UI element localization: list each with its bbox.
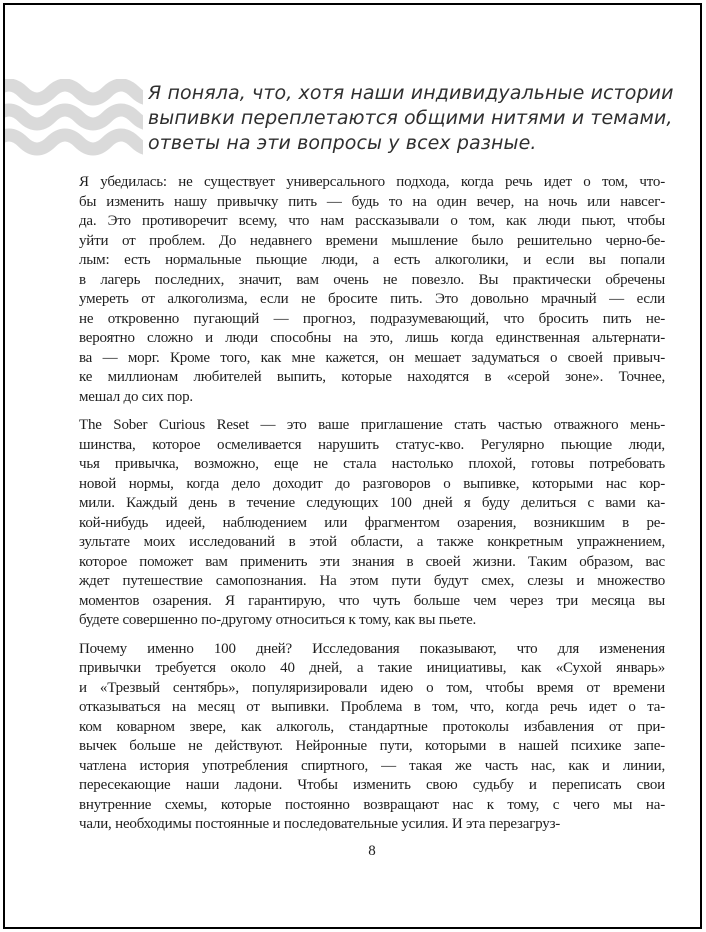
page-frame xyxy=(3,3,702,929)
text-line: и «Трезвый сентябрь», популяризировали идею о том, чтобы время от времени xyxy=(79,679,665,696)
text-line: вероятно сложно и люди способны на это, лишь когда единственная альтернати- xyxy=(79,330,665,346)
paragraph-3 xyxy=(79,640,665,835)
text-line: новой нормы, когда дело доходит до разговоров о выпивке, которыми нас кор- xyxy=(79,475,665,492)
text-line: выпивки переплетаются общими нитями и темами, xyxy=(148,107,673,129)
text-line: моментов озарения. Я гарантирую, что чуть больше чем через три месяца вы xyxy=(79,592,665,609)
text-line: чатлена история употребления спиртного, — такая же часть нас, как и линии, xyxy=(79,757,665,774)
text-line: чья привычка, возможно, еще не стала настолько плохой, готовы потребовать xyxy=(79,456,665,472)
text-line: ответы на эти вопросы у всех разные. xyxy=(148,132,537,154)
text-line: вычек больше не действуют. Нейронные пути, которыми в нашей психике запе- xyxy=(79,738,665,754)
text-line: привычки требуется около 40 дней, а такие инициативы, как «Сухой январь» xyxy=(79,660,665,676)
text-line: Я убедилась: не существует универсального подхода, когда речь идет о том, что- xyxy=(79,174,665,190)
text-line: мили. Каждый день в течение следующих 100 дней я буду делиться с вами ка- xyxy=(79,495,665,511)
text-line: лым: есть нормальные пьющие люди, а есть алкоголики, и если вы попали xyxy=(79,252,665,268)
text-line: Почему именно 100 дней? Исследования показывают, что для изменения xyxy=(79,640,665,657)
paragraph-2 xyxy=(79,416,665,631)
text-line: шинства, которое осмеливается нарушить статус-кво. Регулярно пьющие люди, xyxy=(79,436,665,453)
text-line: ке миллионам любителей выпить, которые находятся в «серой зоне». Точнее, xyxy=(79,369,665,385)
text-line: чали, необходимы постоянные и последовательные усилия. И эта перезагруз- xyxy=(79,816,561,832)
text-line: кой-нибудь идеей, наблюдением или фрагментом озарения, возникшим в ре- xyxy=(79,514,665,531)
text-line: пересекающие наши ладони. Чтобы изменить свою судьбу и переписать свои xyxy=(79,777,665,793)
epigraph xyxy=(148,81,674,156)
body-text xyxy=(79,173,665,835)
text-line: будете совершенно по-другому относиться к тому, как вы пьете. xyxy=(79,612,477,628)
text-line: уйти от проблем. До недавнего времени мышление было решительно черно-бе- xyxy=(79,232,665,249)
text-line: бы изменить нашу привычку пить — будь то на один вечер, на ночь или навсег- xyxy=(79,193,665,210)
text-line: умереть от алкоголизма, если не бросите пить. Это довольно мрачный — если xyxy=(79,291,665,307)
text-line: мешал до сих пор. xyxy=(79,388,193,405)
text-line: ва — морг. Кроме того, как мне кажется, он мешает задуматься о своей привыч- xyxy=(79,349,665,366)
text-line: да. Это противоречит всему, что нам рассказывали о том, как люди пьют, чтобы xyxy=(79,213,665,229)
text-line: ждет путешествие самопознания. На этом пути будут смех, слезы и множество xyxy=(79,573,665,589)
text-line: отказываться на месяц от выпивки. Проблема в том, что, когда речь идет о та- xyxy=(79,699,665,715)
text-line: которое поможет вам применить эти знания в своей жизни. Таким образом, вас xyxy=(79,553,665,570)
waves-icon xyxy=(3,79,143,157)
text-line: зультате моих исследований в этой области, а также конкретным упражнением, xyxy=(79,534,665,550)
text-line: ком коварном звере, как алкоголь, стандартные протоколы избавления от при- xyxy=(79,718,665,735)
text-line: в лагерь последних, значит, вам очень не повезло. Вы практически обречены xyxy=(79,271,665,288)
text-line: не откровенно пугающий — прогноз, подразумевающий, что бросить пить не- xyxy=(79,310,665,327)
text-line: The Sober Curious Reset — это ваше приглашение стать частью отважного мень- xyxy=(79,417,665,433)
text-line: внутренние схемы, которые постоянно возвращают нас к тому, с чего мы на- xyxy=(79,796,665,813)
text-line: Я поняла, что, хотя наши индивидуальные истории xyxy=(148,82,674,104)
paragraph-1 xyxy=(79,173,665,407)
page-number: 8 xyxy=(368,842,376,859)
